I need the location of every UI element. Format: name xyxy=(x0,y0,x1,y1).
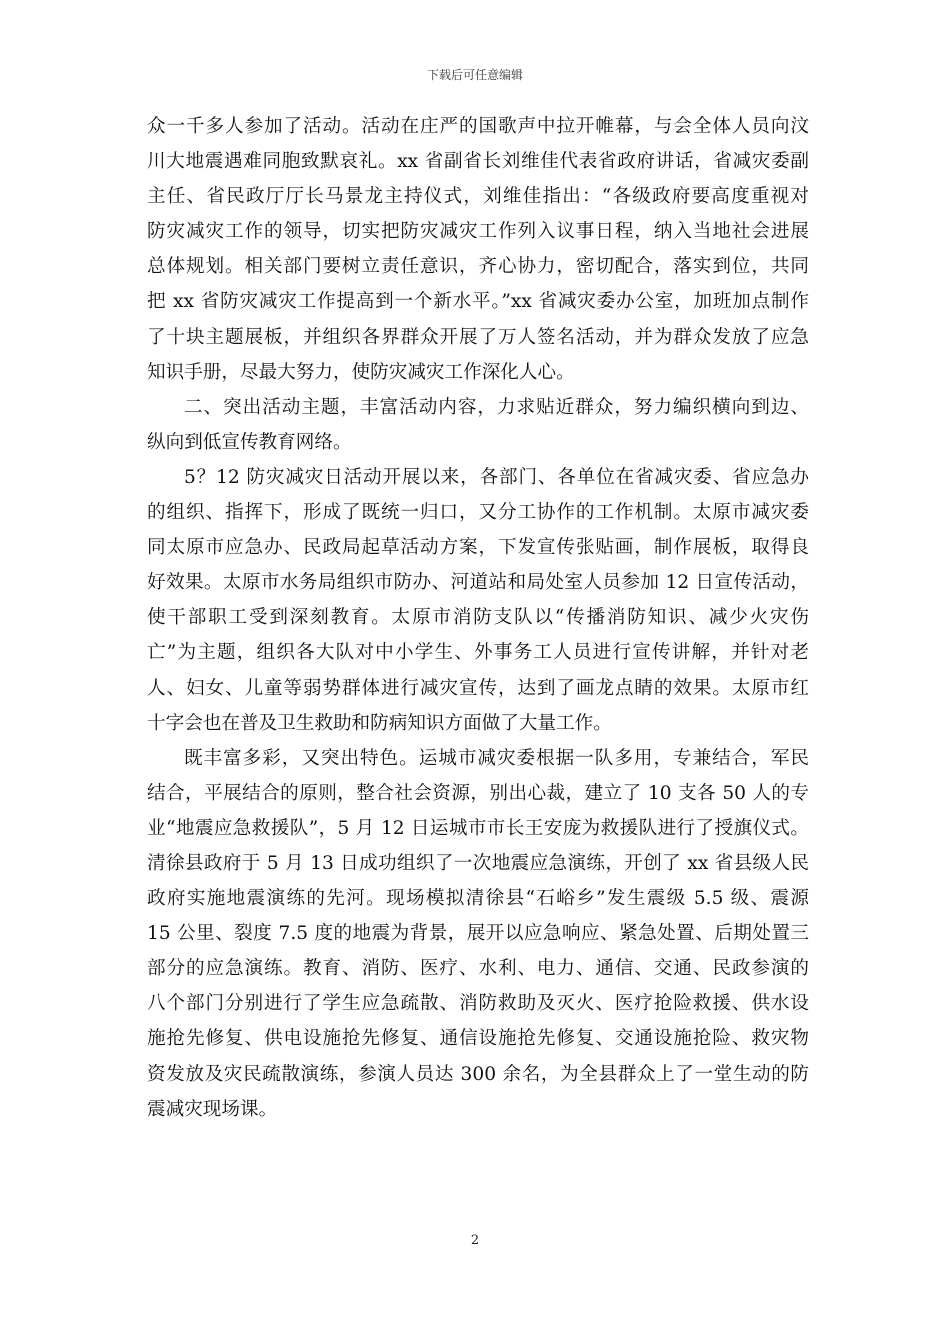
text-line: 知识手册，尽最大努力，使防灾减灾工作深化人心。 xyxy=(147,361,575,383)
text-line: 把 xx 省防灾减灾工作提高到一个新水平。”xx 省减灾委办公室，加班加点制作 xyxy=(147,291,809,313)
text-line: 使干部职工受到深刻教育。太原市消防支队以“传播消防知识、减少火灾伤 xyxy=(147,607,809,629)
paragraph-first-line: 二、突出活动主题，丰富活动内容，力求贴近群众，努力编织横向到边、 xyxy=(184,396,809,418)
text-line: 的组织、指挥下，形成了既统一归口，又分工协作的工作机制。太原市减灾委 xyxy=(147,502,809,524)
text-line: 业“地震应急救援队”，5 月 12 日运城市市长王安庞为救援队进行了授旗仪式。 xyxy=(147,817,809,839)
text-line: 亡”为主题，组织各大队对中小学生、外事务工人员进行宣传讲解，并针对老 xyxy=(147,642,809,664)
text-line: 主任、省民政厅厅长马景龙主持仪式，刘维佳指出：“各级政府要高度重视对 xyxy=(147,186,809,208)
text-line: 八个部门分别进行了学生应急疏散、消防救助及灭火、医疗抢险救援、供水设 xyxy=(147,993,809,1015)
text-line: 防灾减灾工作的领导，切实把防灾减灾工作列入议事日程，纳入当地社会进展 xyxy=(147,221,809,243)
text-line: 15 公里、裂度 7.5 度的地震为背景，展开以应急响应、紧急处置、后期处置三 xyxy=(147,923,809,945)
text-line: 总体规划。相关部门要树立责任意识，齐心协力，密切配合，落实到位，共同 xyxy=(147,256,809,278)
text-line: 施抢先修复、供电设施抢先修复、通信设施抢先修复、交通设施抢险、救灾物 xyxy=(147,1028,809,1050)
text-line: 人、妇女、儿童等弱势群体进行减灾宣传，达到了画龙点睛的效果。太原市红 xyxy=(147,677,809,699)
text-line: 同太原市应急办、民政局起草活动方案，下发宣传张贴画，制作展板，取得良 xyxy=(147,537,809,559)
text-line: 好效果。太原市水务局组织市防办、河道站和局处室人员参加 12 日宣传活动， xyxy=(147,572,809,594)
paragraph-first-line: 既丰富多彩，又突出特色。运城市减灾委根据一队多用，专兼结合，军民 xyxy=(184,747,809,769)
text-line: 结合，平展结合的原则，整合社会资源，别出心裁，建立了 10 支各 50 人的专 xyxy=(147,782,809,804)
text-line: 资发放及灾民疏散演练，参演人员达 300 余名，为全县群众上了一堂生动的防 xyxy=(147,1063,809,1085)
page-header: 下载后可任意编辑 xyxy=(426,68,523,82)
document-body xyxy=(147,109,809,1127)
paragraph-first-line: 5？12 防灾减灾日活动开展以来，各部门、各单位在省减灾委、省应急办 xyxy=(184,466,809,488)
text-line: 部分的应急演练。教育、消防、医疗、水利、电力、通信、交通、民政参演的 xyxy=(147,958,809,980)
page-number: 2 xyxy=(470,1233,480,1248)
text-line: 政府实施地震演练的先河。现场模拟清徐县“石峪乡”发生震级 5.5 级、震源 xyxy=(147,888,809,910)
text-line: 清徐县政府于 5 月 13 日成功组织了一次地震应急演练，开创了 xx 省县级人民 xyxy=(147,852,809,874)
text-line: 了十块主题展板，并组织各界群众开展了万人签名活动，并为群众发放了应急 xyxy=(147,326,809,348)
text-line: 众一千多人参加了活动。活动在庄严的国歌声中拉开帷幕，与会全体人员向汶 xyxy=(147,116,809,137)
text-line: 震减灾现场课。 xyxy=(147,1098,278,1120)
text-line: 十字会也在普及卫生救助和防病知识方面做了大量工作。 xyxy=(147,712,612,734)
text-line: 纵向到低宣传教育网络。 xyxy=(147,431,352,453)
text-line: 川大地震遇难同胞致默哀礼。xx 省副省长刘维佳代表省政府讲话，省减灾委副 xyxy=(147,151,809,173)
